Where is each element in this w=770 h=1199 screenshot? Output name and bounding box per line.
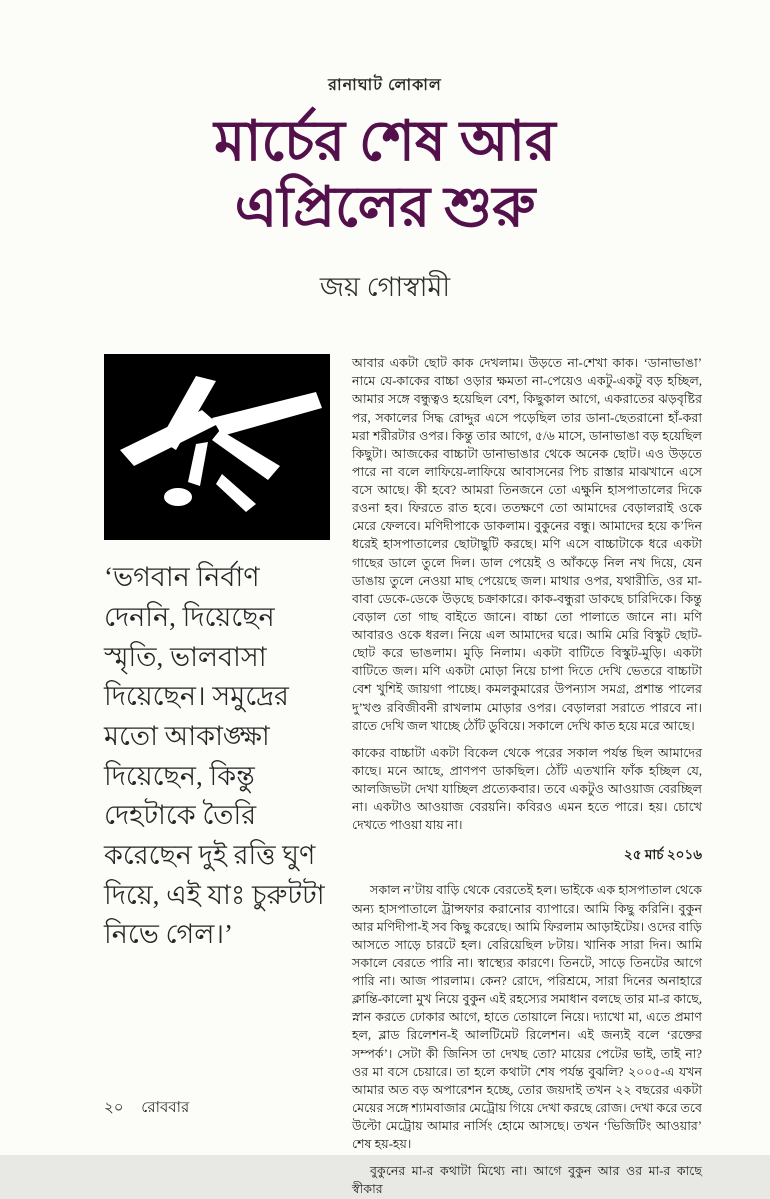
article-body bbox=[352, 354, 702, 1198]
article-title-line2: এপ্রিলের শুরু bbox=[234, 177, 536, 240]
magazine-name: রোববার bbox=[141, 1100, 190, 1116]
paragraph: আবার একটা ছোট কাক দেখলাম। উড়তে না-শেখা কাক। ‘ডানাভাঙা’ নামে যে-কাকের বাচ্চা ওড়ার ক্ষমতা না-পেয়েও একটু-একটু বড় হচ্ছিল, আমার সঙ্গে বন্ধুত্বও হয়েছিল বেশ, কিছুকাল আগে, একরাতের ঝড়বৃষ্টির পর, সকালের সিদ্ধ রোদ্দুর এসে পড়েছিল তার ডানা-ছেতরানো হাঁ-করা মরা শরীরটার ওপর। কিন্তু তার আগে, ৫/৬ মাসে, ডানাভাঙা বড় হয়েছিল কিছুটা। আজকের বাচ্চাটা ডানাভাঙার থেকে অনেক ছোট। এও উড়তে পারে না বলে লাফিয়ে-লাফিয়ে আবাসনের পিচ রাস্তার মাঝখানে এসে বসে আছে। কী হবে? আমরা তিনজনে তো এক্ষুনি হাসপাতালের দিকে রওনা হব। ফিরতে রাত হবে। ততক্ষণে তো আমাদের বেড়ালরাই ওকে মেরে ফেলবে। মণিদীপাকে ডাকলাম। বুকুনের বন্ধু। আমাদের হয়ে ক’দিন ধরেই হাসপাতালের ছোটাছুটি করছে। মণি এসে বাচ্চাটাকে ধরে একটা গাছের ডালে তুলে দিল। ডাল পেয়েই ও আঁকড়ে নিল নখ দিয়ে, যেন ডাঙায় তুলে নেওয়া মাছ পেয়েছে জল। মাথার ওপর, যথারীতি, ওর মা-বাবা ডেকে-ডেকে উড়ছে চক্রাকারে। কাক-বন্ধুরা ডাকছে চারিদিকে। কিন্তু বেড়াল তো গাছ বাইতে জানে। বাচ্চা তো পালাতে জানে না। মণি আবারও ওকে ধরল। নিয়ে এল আমাদের ঘরে। আমি মেরি বিস্কুট ছোট-ছোট করে ভাঙলাম। মুড়ি নিলাম। একটা বাটিতে বিস্কুট-মুড়ি। একটা বাটিতে জল। মণি একটা মোড়া নিয়ে চাপা দিতে দেখি ভেতরে বাচ্চাটা বেশ খুশিই জায়গা পাচ্ছে। কমলকুমারের উপন্যাস সমগ্র, প্রশান্ত পালের দু’খণ্ড রবিজীবনী রাখলাম মোড়ার ওপর। বেড়ালরা সরাতে পারবে না। রাতে দেখি জল খাচ্ছে ঠোঁট ডুবিয়ে। সকালে দেখি কাত হয়ে মরে আছে। bbox=[352, 356, 702, 733]
page-number: ২০ bbox=[104, 1100, 124, 1116]
pull-quote: ‘ভগবান নির্বাণ দেননি, দিয়েছেন স্মৃতি, ভালবাসা দিয়েছেন। সমুদ্রের মতো আকাঙ্ক্ষা দিয়েছেন, কিন্তু দেহটাকে তৈরি করেছেন দুই রত্তি ঘুণ দিয়ে, এই যাঃ চুরুটটা নিভে গেল।’ bbox=[104, 562, 325, 950]
paragraph: বুকুনের মা-র কথাটা মিথ্যে না। আগে বুকুন আর ওর মা-র কাছে স্বীকার bbox=[352, 1164, 702, 1197]
page-footer bbox=[104, 1096, 189, 1121]
body-column bbox=[352, 354, 702, 1198]
paragraph: সকাল ন’টায় বাড়ি থেকে বেরতেই হল। ভাইকে এক হাসপাতাল থেকে অন্য হাসপাতালে ট্রান্সফার করানোর ব্যাপারে। আমি কিছু করিনি। বুকুন আর মণিদীপা-ই সব কিছু করেছে। আমি ফিরলাম আড়াইটেয়। ওদের বাড়ি আসতে সাড়ে চারটে হল। বেরিয়েছিল ৮টায়। খানিক সারা দিন। আমি সকালে বেরতে পারি না। স্বাস্থ্যের কারণে। তিনটে, সাড়ে তিনটের আগে পারি না। আজ পারলাম। কেন? রোদে, পরিশ্রমে, সারা দিনের অনাহারে ক্লান্তি-কালো মুখ নিয়ে বুকুন এই রহস্যের সমাধান বলছে তার মা-র কাছে, স্নান করতে ঢোকার আগে, হাতে তোয়ালে নিয়ে। দ্যাখো মা, এতে প্রমাণ হল, ব্লাড রিলেশন-ই আলটিমেট রিলেশন। এই জন্যই বলে ‘রক্তের সম্পর্ক’। সেটা কী জিনিস তা দেখছ তো? মায়ের পেটের ভাই, তাই না? ওর মা বসে চেয়ারে। তা হলে কথাটা শেষ পর্যন্ত বুঝলি? ২০০৫-এ যখন আমার অত বড় অপারেশন হচ্ছে, তোর জয়দাই তখন ২২ বছরের একটা মেয়ের সঙ্গে শ্যামবাজার মেট্রোয় গিয়ে দেখা করছে রোজ। দেখা করে তবে উল্টো মেট্রোয় আমার নার্সিং হোমে আসছে। তখন ‘ভিজিটিং আওয়ার’ শেষ হয়-হয়। bbox=[352, 883, 702, 1152]
author-name: জয় গোস্বামী bbox=[319, 272, 451, 303]
crow-woodcut-illustration bbox=[104, 354, 330, 540]
paragraph: কাকের বাচ্চাটা একটা বিকেল থেকে পরের সকাল পর্যন্ত ছিল আমাদের কাছে। মনে আছে, প্রাণপণ ডাকছিল। ঠোঁট এতখানি ফাঁক হচ্ছিল যে, আলজিভটা দেখা যাচ্ছিল প্রত্যেকবার। তবে একটুও আওয়াজ বেরচ্ছিল না। একটাও আওয়াজ বেরয়নি। কবিরও এমন হতে পারে। হয়। চোখে দেখতে পাওয়া যায় না। bbox=[352, 745, 702, 833]
left-column bbox=[104, 354, 336, 1198]
column-kicker: রানাঘাট লোকাল bbox=[328, 77, 442, 94]
article-content bbox=[104, 354, 702, 1198]
article-title bbox=[0, 109, 770, 241]
article-title-line1: মার্চের শেষ আর bbox=[214, 111, 556, 173]
article-date: ২৫ মার্চ ২০১৬ bbox=[623, 847, 702, 863]
